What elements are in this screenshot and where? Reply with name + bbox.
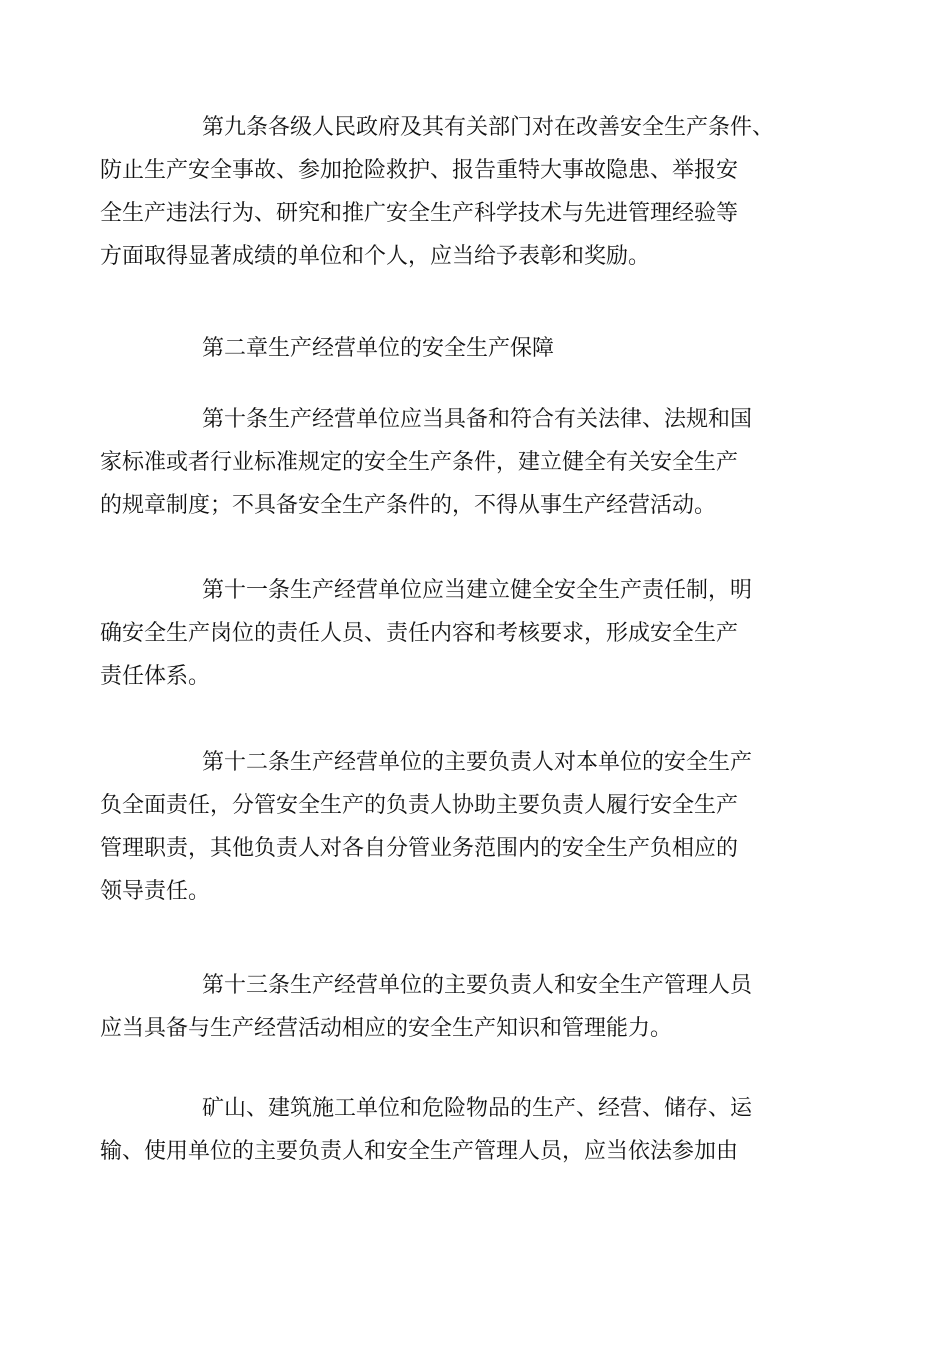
paragraph-article-9 bbox=[100, 106, 790, 278]
paragraph-article-11 bbox=[100, 569, 790, 698]
paragraph-line: 第十二条生产经营单位的主要负责人对本单位的安全生产 bbox=[202, 750, 753, 775]
chapter-heading-text: 第二章生产经营单位的安全生产保障 bbox=[202, 336, 555, 361]
chapter-heading bbox=[100, 327, 790, 370]
paragraph-article-13 bbox=[100, 964, 790, 1050]
paragraph-line: 确安全生产岗位的责任人员、责任内容和考核要求，形成安全生产 bbox=[100, 621, 739, 646]
paragraph-line: 第十三条生产经营单位的主要负责人和安全生产管理人员 bbox=[202, 973, 753, 998]
paragraph-line: 全生产违法行为、研究和推广安全生产科学技术与先进管理经验等 bbox=[100, 201, 739, 226]
paragraph-line: 管理职责，其他负责人对各自分管业务范围内的安全生产负相应的 bbox=[100, 836, 739, 861]
paragraph-line: 家标准或者行业标准规定的安全生产条件，建立健全有关安全生产 bbox=[100, 450, 739, 475]
paragraph-line: 的规章制度；不具备安全生产条件的，不得从事生产经营活动。 bbox=[100, 493, 717, 518]
paragraph-line: 领导责任。 bbox=[100, 879, 211, 904]
paragraph-line: 第十条生产经营单位应当具备和符合有关法律、法规和国 bbox=[202, 407, 753, 432]
paragraph-article-13-continued bbox=[100, 1087, 790, 1173]
paragraph-line: 应当具备与生产经营活动相应的安全生产知识和管理能力。 bbox=[100, 1016, 673, 1041]
paragraph-line: 输、使用单位的主要负责人和安全生产管理人员，应当依法参加由 bbox=[100, 1139, 739, 1164]
paragraph-article-10 bbox=[100, 398, 790, 527]
paragraph-line: 责任体系。 bbox=[100, 664, 211, 689]
paragraph-line: 第九条各级人民政府及其有关部门对在改善安全生产条件、 bbox=[202, 115, 775, 140]
paragraph-article-12 bbox=[100, 741, 790, 913]
paragraph-line: 第十一条生产经营单位应当建立健全安全生产责任制，明 bbox=[202, 578, 753, 603]
paragraph-line: 方面取得显著成绩的单位和个人，应当给予表彰和奖励。 bbox=[100, 244, 651, 269]
paragraph-line: 负全面责任，分管安全生产的负责人协助主要负责人履行安全生产 bbox=[100, 793, 739, 818]
paragraph-line: 矿山、建筑施工单位和危险物品的生产、经营、储存、运 bbox=[202, 1096, 753, 1121]
paragraph-line: 防止生产安全事故、参加抢险救护、报告重特大事故隐患、举报安 bbox=[100, 158, 739, 183]
